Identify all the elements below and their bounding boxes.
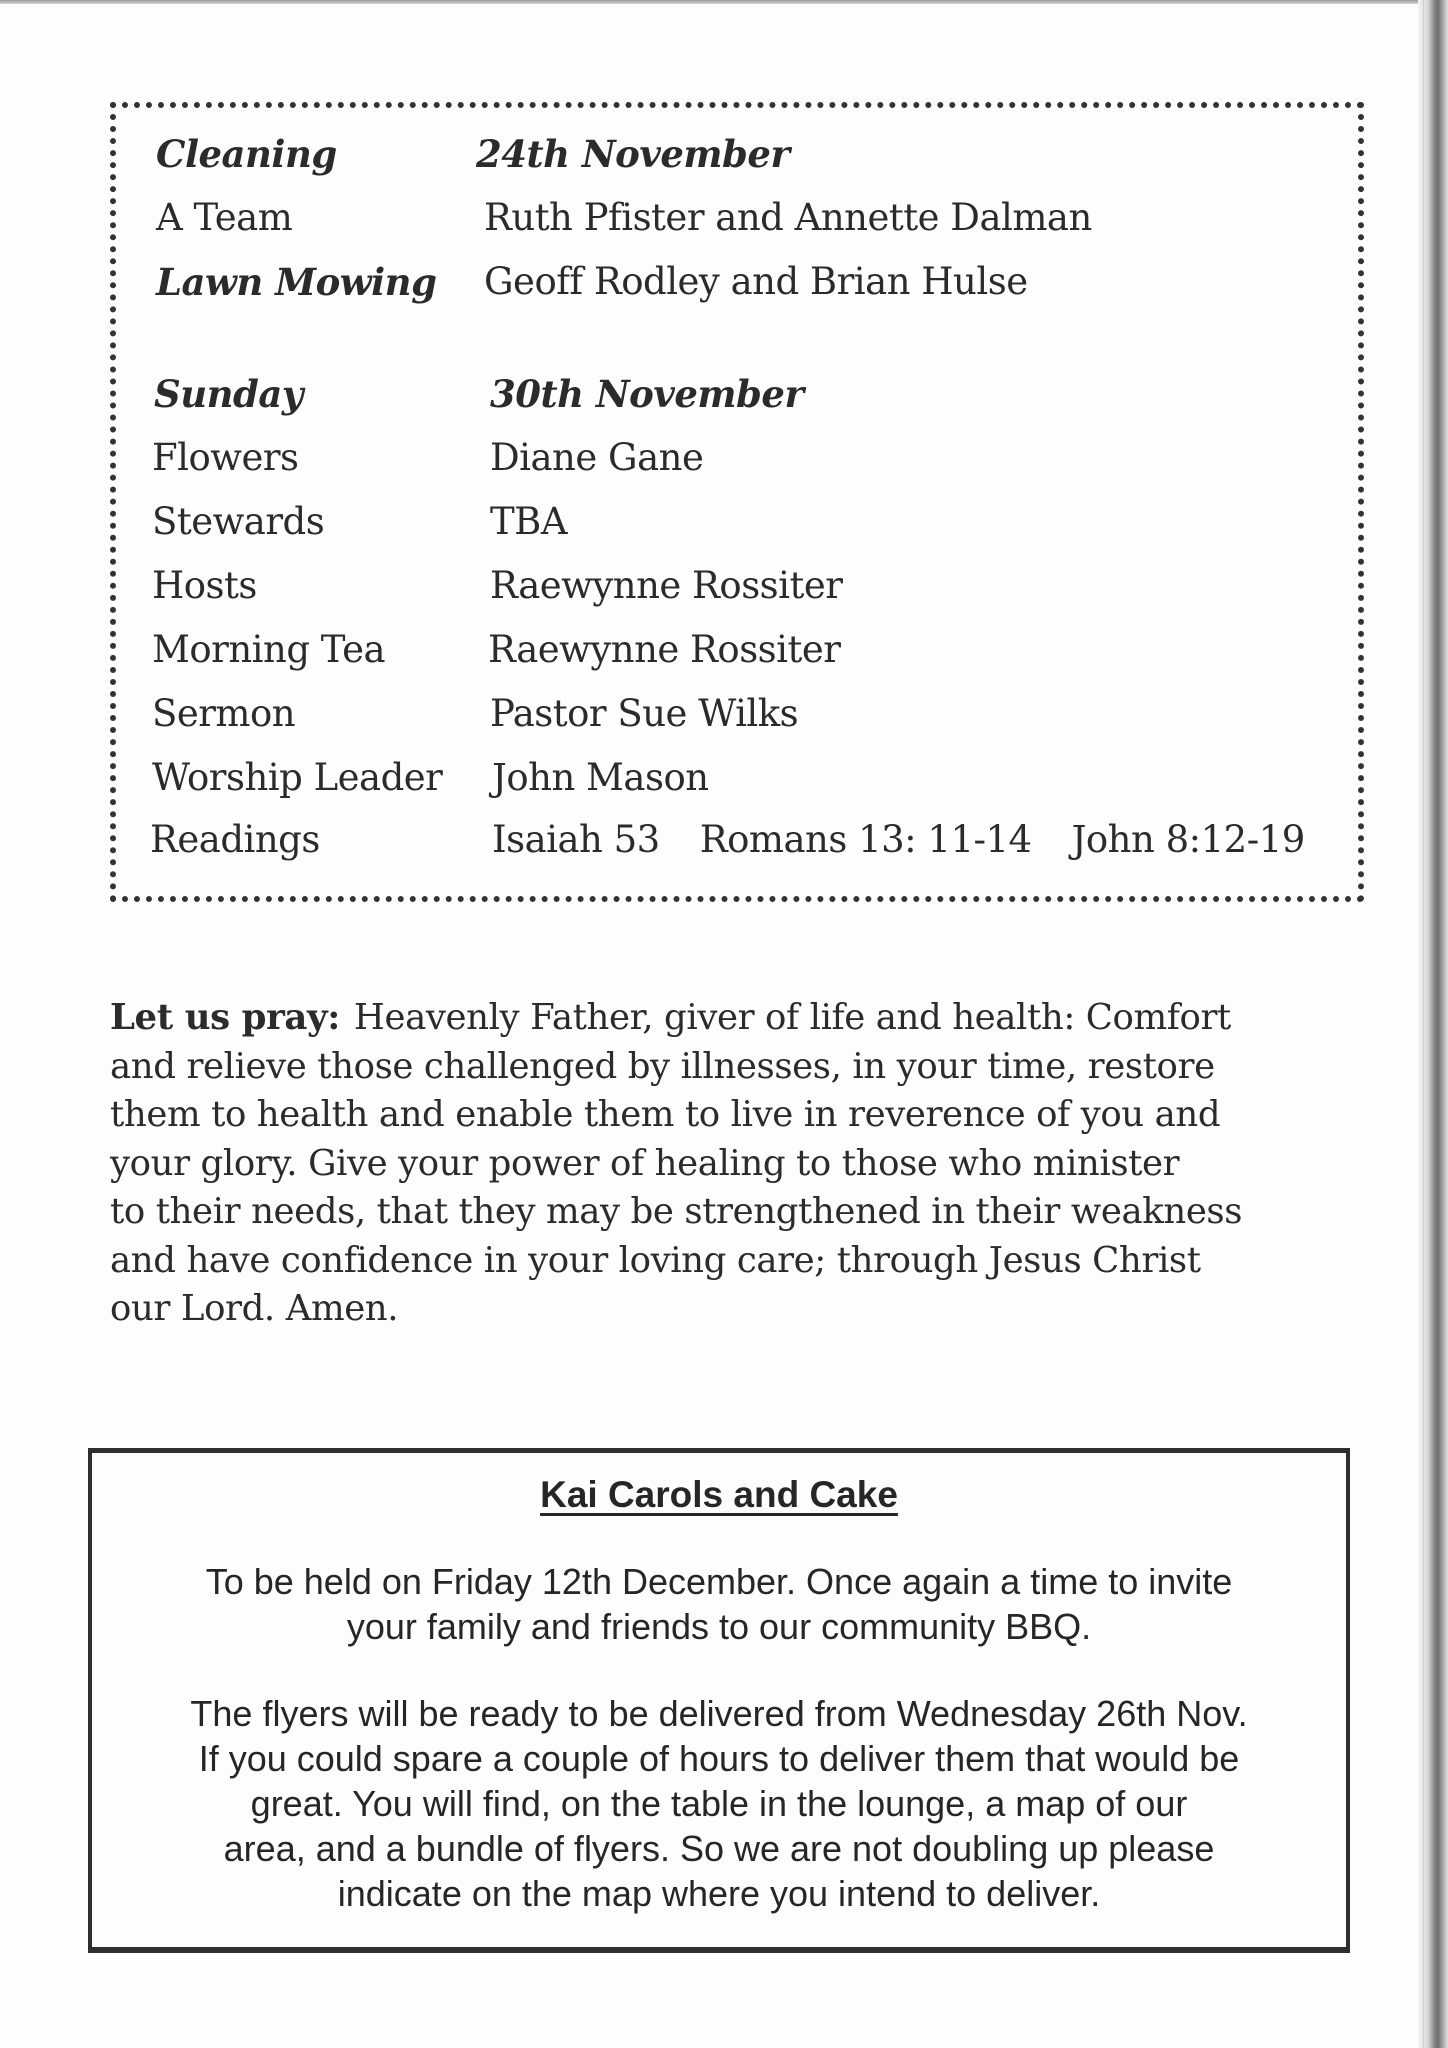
roster-value: John Mason [492,756,709,799]
scan-binding-edge [1418,0,1448,2048]
roster-row [116,556,1358,616]
event-title [92,1473,1346,1517]
roster-label: Sunday [154,372,303,416]
roster-heading-cleaning [116,124,1358,184]
roster-heading-sunday [116,364,1358,424]
prayer-line: your glory. Give your power of healing to those who minister [110,1142,1180,1184]
readings-list [492,810,1305,870]
roster-label: Readings [150,818,320,861]
roster-row [116,492,1358,552]
event-line: great. You will find, on the table in the lounge, a map of our [250,1783,1188,1824]
event-title-text: Kai Carols and Cake [540,1474,898,1515]
roster-label: Flowers [152,436,299,479]
roster-value: Diane Gane [490,436,704,479]
roster-row [116,748,1358,808]
prayer-line [110,994,1340,1043]
event-paragraph [92,1691,1346,1916]
roster-row [116,428,1358,488]
roster-date: 30th November [490,372,804,416]
roster-row [116,188,1358,248]
roster-value: Ruth Pfister and Annette Dalman [484,196,1092,239]
roster-label: A Team [156,196,293,239]
roster-label: Cleaning [156,132,337,176]
roster-box [110,102,1364,902]
roster-value: TBA [490,500,568,543]
roster-label: Morning Tea [152,628,386,671]
prayer-text: Heavenly Father, giver of life and health: Comfort [353,997,1231,1038]
prayer-line: them to health and enable them to live in reverence of you and [110,1094,1221,1135]
roster-row [116,684,1358,744]
scan-top-edge [0,0,1448,4]
roster-row [116,620,1358,680]
event-paragraph [92,1559,1346,1649]
roster-value: Geoff Rodley and Brian Hulse [484,260,1028,303]
prayer-line: and relieve those challenged by illnesses, in your time, restore [110,1045,1215,1087]
roster-label: Sermon [152,692,296,735]
roster-date: 24th November [476,132,790,176]
event-line: To be held on Friday 12th December. Once again a time to invite [205,1561,1233,1602]
event-line: your family and friends to our community BBQ. [346,1606,1092,1647]
roster-row [116,252,1358,312]
roster-value: Raewynne Rossiter [490,564,843,607]
roster-value: Raewynne Rossiter [488,628,841,671]
event-notice-box [88,1448,1350,1953]
reading-item: Isaiah 53 [492,818,660,861]
event-line: The flyers will be ready to be delivered from Wednesday 26th Nov. [190,1693,1248,1734]
roster-label: Hosts [152,564,257,607]
roster-row-readings [116,810,1358,870]
event-line: indicate on the map where you intend to deliver. [337,1873,1101,1914]
event-line: If you could spare a couple of hours to deliver them that would be [198,1738,1240,1779]
roster-value: Pastor Sue Wilks [490,692,799,735]
prayer-line: our Lord. Amen. [110,1288,399,1329]
roster-label: Lawn Mowing [156,260,437,304]
roster-label: Worship Leader [152,756,443,799]
prayer-paragraph [110,994,1340,1334]
prayer-lead: Let us pray: [110,997,340,1038]
roster-label: Stewards [152,500,325,543]
reading-item: John 8:12-19 [1071,818,1305,861]
event-line: area, and a bundle of flyers. So we are not doubling up please [223,1828,1215,1869]
prayer-line: and have confidence in your loving care; through Jesus Christ [110,1239,1201,1281]
reading-item: Romans 13: 11-14 [699,818,1032,861]
prayer-line: to their needs, that they may be strengthened in their weakness [110,1191,1243,1232]
